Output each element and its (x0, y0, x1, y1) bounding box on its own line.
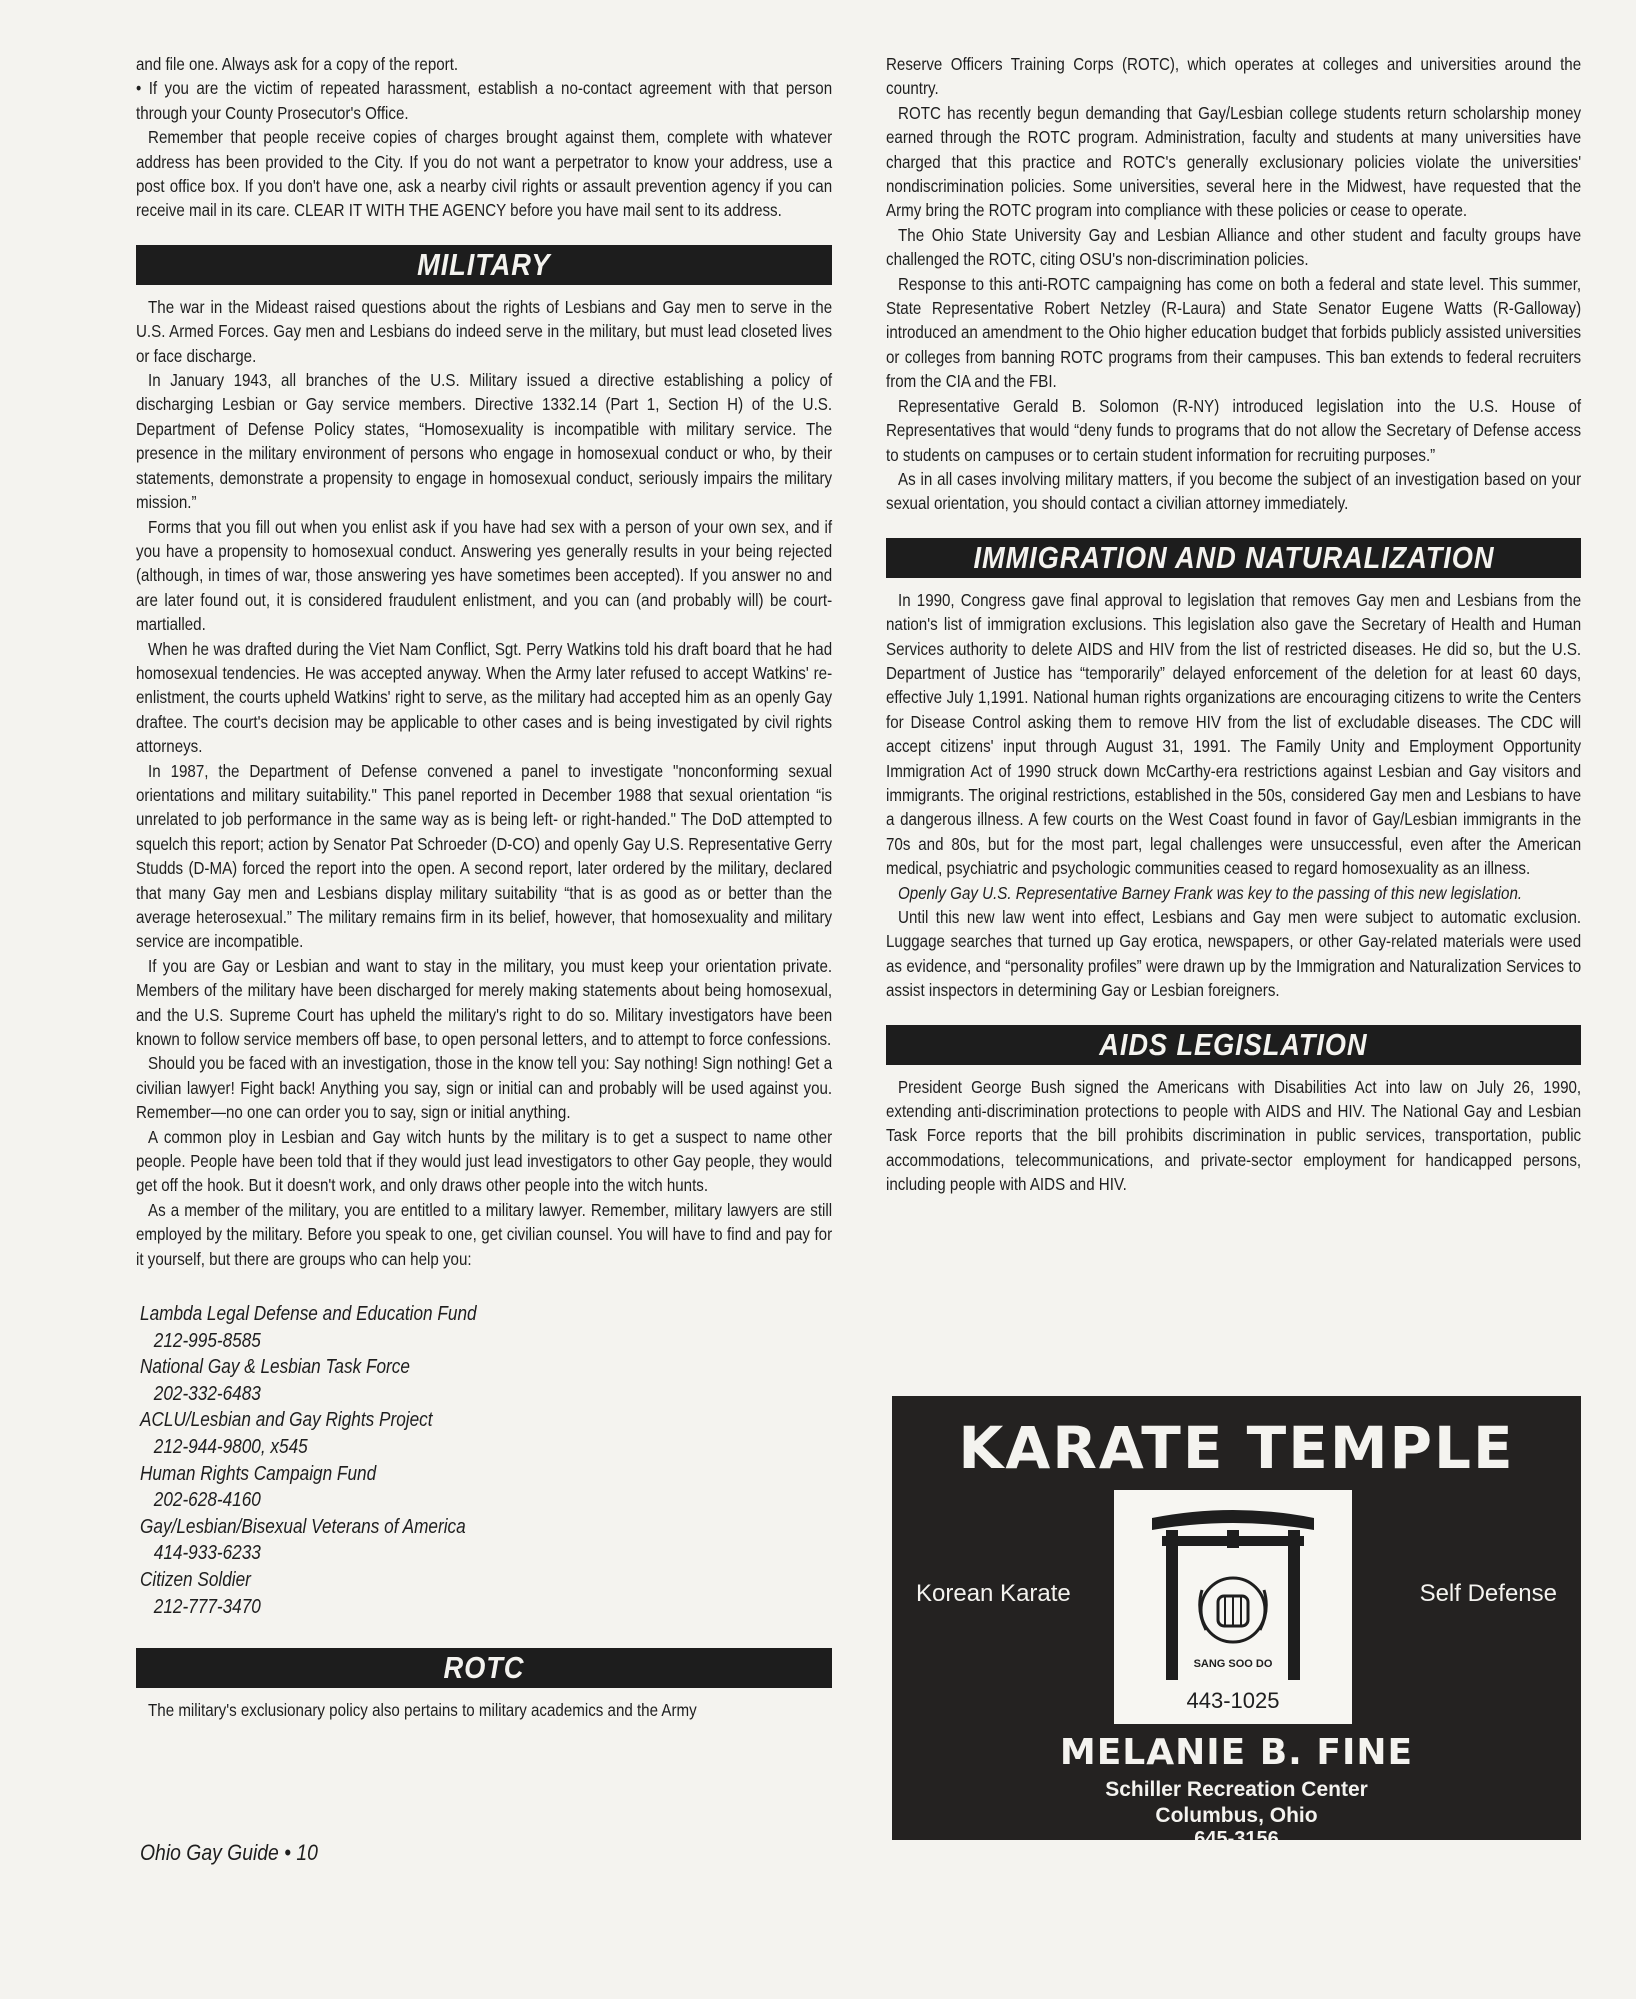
military-paragraph: The war in the Mideast raised questions about the rights of Lesbians and Gay men to serve in the U.S. Armed Forces. Gay men and Lesbians do indeed serve in the military, but must lead closeted lives or face discharge. (136, 296, 833, 366)
contact-name: Lambda Legal Defense and Education Fund (140, 1303, 477, 1326)
contact-phone: 202-628-4160 (153, 1489, 261, 1512)
immigration-heading: IMMIGRATION AND NATURALIZATION (886, 538, 1581, 578)
military-paragraph: In January 1943, all branches of the U.S. Military issued a directive establishing a policy of discharging Lesbian or Gay service members. Directive 1332.14 (Part 1, Section H) of the U.S. Department of Defense Policy states, “Homosexuality is incompatible with military service. The presence in the military environment of persons who engage in homosexual conduct or who, by their statements, demonstrate a propensity to engage in homosexual conduct, seriously impairs the military mission.” (136, 370, 833, 513)
ad-logo-text: SANG SOO DO (1193, 1658, 1273, 1670)
ad-venue: Schiller Recreation Center (1105, 1778, 1368, 1801)
ad-phone: 645-3156 (1194, 1828, 1279, 1850)
intro-paragraph: Remember that people receive copies of charges brought against them, complete with whatever address has been provided to the City. If you do not want a perpetrator to know your address, use a post office box. If you don't have one, ask a nearby civil rights or assault prevention agency if you can receive mail in its care. CLEAR IT WITH THE AGENCY before you have mail sent to its address. (136, 127, 833, 221)
left-column (136, 52, 832, 1723)
rotc-paragraph: Representative Gerald B. Solomon (R-NY) introduced legislation into the U.S. House of Representatives that would “deny funds to programs that do not allow the Secretary of Defense access to students on campuses or to certain student information for recruiting purposes.” (886, 395, 1582, 465)
military-paragraph: When he was drafted during the Viet Nam Conflict, Sgt. Perry Watkins told his draft board that he had homosexual tendencies. He was accepted anyway. When the Army later refused to accept Watkins' re-enlistment, the courts upheld Watkins' right to serve, as the military had accepted him as an openly Gay draftee. The court's decision may be applicable to other cases and is being investigated by civil rights attorneys. (136, 638, 833, 757)
military-paragraph: Should you be faced with an investigation, those in the know tell you: Say nothing! Sign nothing! Get a civilian lawyer! Fight back! Anything you say, sign or initial can and probably will be used against you. Remember—no one can order you to say, sign or initial anything. (136, 1053, 833, 1123)
ad-left-label: Korean Karate (916, 1580, 1071, 1607)
aids-paragraph: President George Bush signed the Americans with Disabilities Act into law on July 26, 1990, extending anti-discrimination protections to people with AIDS and HIV. The National Gay and Lesbian Task Force reports that the bill prohibits discrimination in public services, transportation, public accommodations, telecommunications, and private-sector employment for handicapped persons, including people with AIDS and HIV. (886, 1076, 1582, 1195)
karate-temple-ad (892, 1396, 1581, 1850)
contact-phone: 212-944-9800, x545 (153, 1436, 308, 1459)
military-paragraph: As a member of the military, you are entitled to a military lawyer. Remember, military lawyers are still employed by the military. Before you speak to one, get civilian counsel. You will have to find and pay for it yourself, but there are groups who can help you: (136, 1199, 833, 1269)
contact-name: Human Rights Campaign Fund (140, 1462, 377, 1485)
immigration-paragraph: Openly Gay U.S. Representative Barney Frank was key to the passing of this new legislation. (898, 882, 1523, 903)
contact-name: ACLU/Lesbian and Gay Rights Project (140, 1409, 433, 1432)
ad-logo-phone: 443-1025 (1186, 1688, 1280, 1713)
immigration-paragraph: In 1990, Congress gave final approval to legislation that removes Gay men and Lesbians from the nation's list of immigration exclusions. This legislation also gave the Secretary of Health and Human Services authority to delete AIDS and HIV from the list of restricted diseases. He did so, but the U.S. Department of Justice has “temporarily” delayed enforcement of the deletion for at least 60 days, effective July 1,1991. National human rights organizations are encouraging citizens to write the Centers for Disease Control asking them to remove HIV from the list of excludable diseases. The CDC will accept citizens' input through August 31, 1991. The Family Unity and Employment Opportunity Immigration Act of 1990 struck down McCarthy-era restrictions against Lesbian and Gay visitors and immigrants. The original restrictions, established in the 50s, considered Gay men and Lesbians to have a dangerous illness. A few courts on the West Coast found in favor of Gay/Lesbian immigrants in the 70s and 80s, but for the most part, legal challenges were unsuccessful, even after the American medical, psychiatric and psychologic communities ceased to regard homosexuality as an illness. (886, 589, 1582, 879)
military-paragraph: In 1987, the Department of Defense convened a panel to investigate "nonconforming sexual orientations and military suitability." This panel reported in December 1988 that sexual orientation “is unrelated to job performance in the same way as is being left- or right-handed." The DoD attempted to squelch this report; action by Senator Pat Schroeder (D-CO) and openly Gay U.S. Representative Gerry Studds (D-MA) forced the report into the open. A second report, later ordered by the military, declared that many Gay men and Lesbians display military suitability “that is as good as or better than the average heterosexual.” The military remains firm in its belief, however, that homosexuality and military service are incompatible. (136, 760, 833, 952)
intro-bullet: • If you are the victim of repeated harassment, establish a no-contact agreement with that person through your County Prosecutor's Office. (136, 78, 833, 123)
contact-name: Citizen Soldier (140, 1569, 251, 1592)
military-heading: MILITARY (136, 245, 832, 285)
ad-instructor-name: MELANIE B. FINE (1059, 1732, 1414, 1773)
contact-phone: 202-332-6483 (153, 1382, 261, 1405)
military-paragraph: If you are Gay or Lesbian and want to stay in the military, you must keep your orientation private. Members of the military have been discharged for merely making statements about being homosexual, and the U.S. Supreme Court has upheld the military's right to do so. Military investigators have been known to follow service members off base, to open personal letters, and to attempt to force confessions. (136, 955, 833, 1050)
immigration-paragraph: Until this new law went into effect, Lesbians and Gay men were subject to automatic exclusion. Luggage searches that turned up Gay erotica, newspapers, or other Gay-related materials were used as evidence, and “personality profiles” were drawn up by the Immigration and Naturalization Services to assist inspectors in determining Gay or Lesbian foreigners. (886, 907, 1582, 1001)
rotc-paragraph: Reserve Officers Training Corps (ROTC), which operates at colleges and universities around the country. (886, 54, 1582, 99)
contact-list (136, 1301, 832, 1620)
rotc-paragraph: ROTC has recently begun demanding that Gay/Lesbian college students return scholarship money earned through the ROTC program. Administration, faculty and students at many universities have charged that this practice and ROTC's generally exclusionary policies violate the universities' nondiscrimination policies. Some universities, several here in the Midwest, have requested that the Army bring the ROTC program into compliance with these policies or cease to operate. (886, 102, 1582, 221)
rotc-paragraph: As in all cases involving military matters, if you become the subject of an investigation based on your sexual orientation, you should contact a civilian attorney immediately. (886, 468, 1582, 514)
military-paragraph: A common ploy in Lesbian and Gay witch hunts by the military is to get a suspect to name other people. People have been told that if they would just lead investigators to other Gay people, they would get off the hook. But it doesn't work, and only draws other people into the witch hunts. (136, 1126, 833, 1196)
contact-phone: 212-777-3470 (153, 1595, 261, 1618)
right-column (886, 52, 1581, 1197)
rotc-paragraph: The Ohio State University Gay and Lesbian Alliance and other student and faculty groups have challenged the ROTC, citing OSU's non-discrimination policies. (886, 224, 1582, 270)
contact-name: Gay/Lesbian/Bisexual Veterans of America (140, 1515, 466, 1538)
ad-right-label: Self Defense (1419, 1580, 1557, 1607)
aids-heading: AIDS LEGISLATION (886, 1025, 1581, 1065)
ad-title: KARATE TEMPLE (958, 1414, 1515, 1482)
ad-city: Columbus, Ohio (1155, 1804, 1318, 1827)
rotc-paragraph: Response to this anti-ROTC campaigning has come on both a federal and state level. This summer, State Representative Robert Netzley (R-Laura) and State Senator Eugene Watts (R-Galloway) introduced an amendment to the Ohio higher education budget that forbids publicly assisted universities or colleges from banning ROTC programs from their campuses. This ban extends to federal recruiters from the CIA and the FBI. (886, 273, 1582, 392)
military-paragraph: Forms that you fill out when you enlist ask if you have had sex with a person of your own sex, and if you have a propensity to homosexual conduct. Answering yes generally results in your being rejected (although, in times of war, those answering yes have sometimes been accepted). If you answer no and are later found out, it is considered fraudulent enlistment, and you can (and probably will) be court-martialled. (136, 516, 833, 635)
contact-phone: 414-933-6233 (153, 1542, 261, 1565)
page-footer: Ohio Gay Guide • 10 (140, 1840, 318, 1865)
rotc-heading: ROTC (136, 1648, 832, 1688)
contact-name: National Gay & Lesbian Task Force (140, 1356, 410, 1379)
intro-paragraph: and file one. Always ask for a copy of the report. (136, 54, 459, 74)
contact-phone: 212-995-8585 (153, 1329, 261, 1352)
rotc-paragraph: The military's exclusionary policy also pertains to military academics and the Army (148, 1700, 697, 1721)
